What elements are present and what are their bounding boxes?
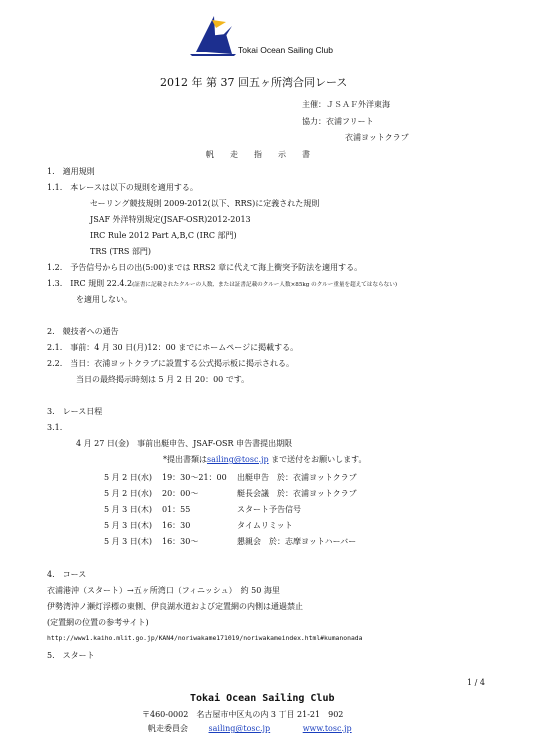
rule-item: JSAF 外洋特別規定(JSAF-OSR)2012-2013	[90, 215, 251, 224]
page-title: 2012 年 第 37 回五ヶ所湾合同レース	[160, 76, 348, 89]
club-logo-icon	[186, 14, 240, 56]
schedule-event: タイムリミット	[237, 521, 293, 530]
section-4-heading: 4. コース	[47, 570, 87, 579]
reference-url[interactable]: http://www1.kaiho.mlit.go.jp/KAN4/noriwakame171019/noriwakameindex.html#kumanonada	[47, 634, 363, 642]
rule-1-3	[47, 280, 397, 289]
organizer-club: 衣浦ヨットクラブ	[345, 133, 409, 142]
schedule-time: 01：55	[162, 505, 191, 514]
rule-item: TRS (TRS 部門)	[90, 247, 152, 256]
submission-note	[163, 456, 367, 464]
footer-club-name: Tokai Ocean Sailing Club	[190, 693, 335, 704]
rule-1-3-note: (証書に記載されたクルーの人数、または証書記載のクルー人数×85kg のクルー重量を超えてはならない)	[132, 282, 398, 288]
schedule-event: 出艇申告 於：衣浦ヨットクラブ	[237, 473, 357, 482]
schedule-time: 20：00～	[162, 489, 199, 498]
notice-2-2: 2.2. 当日：衣浦ヨットクラブに設置する公式掲示板に掲示される。	[47, 359, 294, 368]
page-number: 1 / 4	[467, 678, 485, 687]
schedule-date: 5 月 2 日(水)	[104, 473, 153, 482]
section-1-heading: 1. 適用規則	[47, 167, 95, 176]
rule-1-1: 1.1. 本レースは以下の規則を適用する。	[47, 183, 198, 192]
course-restriction: 伊勢湾沖ノ瀬灯浮標の東側、伊良湖水道および定置網の内側は通過禁止	[47, 602, 303, 611]
schedule-event: 艇長会議 於：衣浦ヨットクラブ	[237, 489, 357, 498]
footer-website-link[interactable]: www.tosc.jp	[302, 724, 352, 733]
schedule-event: 懇親会 於：志摩ヨットハーバー	[237, 537, 357, 546]
course-reference: (定置網の位置の参考サイト)	[47, 618, 149, 627]
document-title: 帆 走 指 示 書	[206, 150, 310, 159]
schedule-time: 16：30	[162, 521, 191, 530]
submission-note-pre: *提出書類は	[163, 455, 207, 464]
section-3-heading: 3. レース日程	[47, 407, 103, 416]
footer-email-link[interactable]: sailing@tosc.jp	[208, 724, 271, 733]
schedule-deadline: 4 月 27 日(金) 事前出艇申告、JSAF-OSR 申告書提出期限	[76, 439, 293, 448]
rule-item: セーリング競技規則 2009-2012(以下、RRS)に定義された規則	[90, 199, 320, 208]
organizer-cooperation: 協力：衣浦フリート	[302, 117, 374, 126]
section-2-heading: 2. 競技者への通告	[47, 327, 119, 336]
notice-2-2-cont: 当日の最終掲示時刻は 5 月 2 日 20：00 です。	[76, 375, 250, 384]
schedule-3-1: 3.1.	[47, 423, 63, 432]
rule-item: IRC Rule 2012 Part A,B,C (IRC 部門)	[90, 231, 237, 240]
course-line: 衣浦港沖（スタート）→五ヶ所湾口（フィニッシュ） 約 50 海里	[47, 586, 280, 595]
schedule-time: 16：30～	[162, 537, 199, 546]
schedule-time: 19：30～21：00	[162, 473, 227, 482]
rule-1-2: 1.2. 予告信号から日の出(5:00)までは RRS2 章に代えて海上衝突予防法を適用する。	[47, 263, 363, 272]
footer-contact	[148, 725, 352, 733]
rule-1-3-cont: を適用しない。	[76, 295, 132, 304]
club-name: Tokai Ocean Sailing Club	[238, 45, 333, 55]
schedule-date: 5 月 2 日(水)	[104, 489, 153, 498]
submission-note-post: まで送付をお願いします。	[268, 455, 367, 464]
schedule-date: 5 月 3 日(木)	[104, 521, 153, 530]
notice-2-1: 2.1. 事前：4 月 30 日(月)12：00 までにホームページに掲載する。	[47, 343, 299, 352]
footer-address: 〒460-0002 名古屋市中区丸の内 3 丁目 21-21 902	[142, 710, 344, 719]
schedule-event: スタート予告信号	[237, 505, 301, 514]
schedule-date: 5 月 3 日(木)	[104, 505, 153, 514]
submission-email-link[interactable]: sailing@tosc.jp	[207, 455, 269, 464]
rule-1-3-main: 1.3. IRC 規則 22.4.2	[47, 279, 133, 288]
footer-committee: 帆走委員会	[148, 724, 188, 733]
organizer-host: 主催：ＪＳＡＦ外洋東海	[302, 100, 390, 109]
section-5-heading: 5. スタート	[47, 651, 95, 660]
schedule-date: 5 月 3 日(木)	[104, 537, 153, 546]
